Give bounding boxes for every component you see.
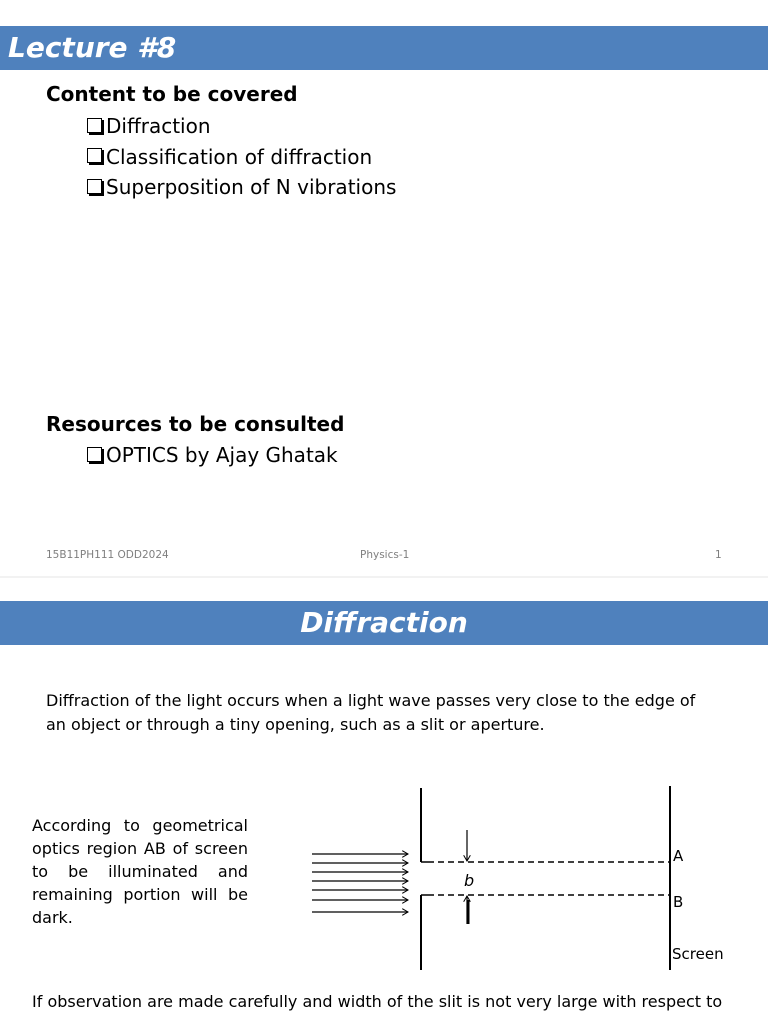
slit-width-label: b xyxy=(464,871,475,890)
content-heading: Content to be covered xyxy=(46,82,298,106)
resources-heading: Resources to be consulted xyxy=(46,412,345,436)
slide-title: Lecture #8 xyxy=(8,31,177,64)
point-b-label: B xyxy=(673,893,684,911)
footer-page-number: 1 xyxy=(715,549,722,561)
resources-list xyxy=(86,440,338,471)
checkbox-bullet-icon xyxy=(87,118,102,133)
slide-title: Diffraction xyxy=(300,606,468,639)
checkbox-bullet-icon xyxy=(87,148,102,163)
footer-subject: Physics-1 xyxy=(360,549,410,561)
single-slit-diagram xyxy=(300,782,740,982)
screen-label: Screen xyxy=(672,945,724,963)
title-bar xyxy=(0,601,768,645)
intro-line: an object or through a tiny opening, such as a slit or aperture. xyxy=(46,714,545,734)
geometrical-optics-text: According to geometrical optics region AB of screen to be illuminated and remaining portion will be dark. xyxy=(32,816,248,927)
list-item-label: OPTICS by Ajay Ghatak xyxy=(106,443,338,467)
observation-text: If observation are made carefully and width of the slit is not very large with respect to xyxy=(32,992,723,1011)
intro-paragraph xyxy=(46,689,706,736)
list-item xyxy=(86,172,396,203)
intro-line: Diffraction of the light occurs when a light wave passes very close to the edge of xyxy=(46,691,696,710)
incident-rays xyxy=(312,854,408,912)
content-list xyxy=(86,111,396,203)
list-item xyxy=(86,142,396,173)
title-bar xyxy=(0,26,768,70)
checkbox-bullet-icon xyxy=(87,179,102,194)
footer-course-code: 15B11PH111 ODD2024 xyxy=(46,549,169,561)
slide-diffraction xyxy=(0,578,768,1024)
list-item xyxy=(86,111,396,142)
checkbox-bullet-icon xyxy=(87,447,102,462)
list-item xyxy=(86,440,338,471)
list-item-label: Classification of diffraction xyxy=(106,144,373,169)
list-item-label: Diffraction xyxy=(106,114,211,138)
list-item-label: Superposition of N vibrations xyxy=(106,175,397,199)
point-a-label: A xyxy=(673,847,684,865)
